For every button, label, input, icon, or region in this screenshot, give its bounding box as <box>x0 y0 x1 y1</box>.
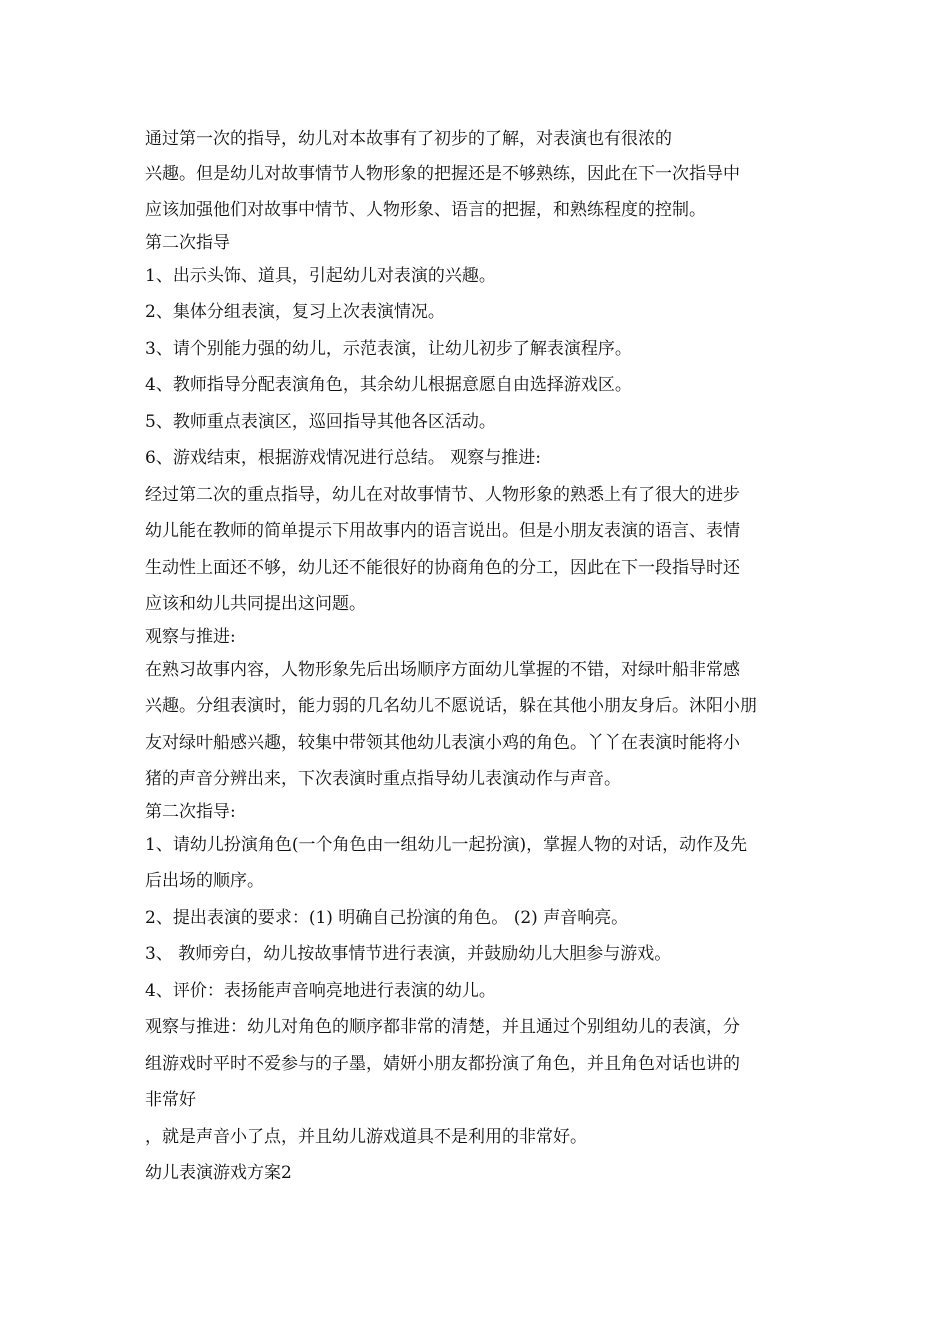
text-line: 应该和幼儿共同提出这问题。 <box>145 594 366 614</box>
text-line: ，就是声音小了点，并且幼儿游戏道具不是利用的非常好。 <box>145 1126 587 1147</box>
text-line: 幼儿能在教师的简单提示下用故事内的语言说出。但是小朋友表演的语言、表情 <box>145 521 740 541</box>
text-line: 猪的声音分辨出来，下次表演时重点指导幼儿表演动作与声音。 <box>145 769 621 789</box>
text-line: 生动性上面还不够，幼儿还不能很好的协商角色的分工，因此在下一段指导时还 <box>145 557 740 578</box>
text-line: 经过第二次的重点指导，幼儿在对故事情节、人物形象的熟悉上有了很大的进步 <box>145 484 740 505</box>
list-item: 1、出示头饰、道具，引起幼儿对表演的兴趣。 <box>145 265 496 286</box>
list-item: 3、请个别能力强的幼儿，示范表演，让幼儿初步了解表演程序。 <box>145 338 632 359</box>
text-line: 非常好 <box>145 1090 196 1110</box>
list-item: 2、提出表演的要求：(1) 明确自己扮演的角色。 (2) 声音响亮。 <box>145 907 629 928</box>
list-item: 6、游戏结束，根据游戏情况进行总结。 观察与推进: <box>145 448 541 468</box>
list-item: 5、教师重点表演区，巡回指导其他各区活动。 <box>145 411 496 432</box>
section-heading: 第二次指导: <box>145 801 236 822</box>
text-line: 应该加强他们对故事中情节、人物形象、语言的把握，和熟练程度的控制。 <box>145 200 706 220</box>
section-heading: 观察与推进: <box>145 626 236 647</box>
text-line: 兴趣。但是幼儿对故事情节人物形象的把握还是不够熟练，因此在下一次指导中 <box>145 163 740 184</box>
text-line: 组游戏时平时不爱参与的子墨，婧妍小朋友都扮演了角色，并且角色对话也讲的 <box>145 1053 740 1074</box>
list-item: 4、教师指导分配表演角色，其余幼儿根据意愿自由选择游戏区。 <box>145 375 632 395</box>
text-line: 友对绿叶船感兴趣，较集中带领其他幼儿表演小鸡的角色。丫丫在表演时能将小 <box>145 732 740 753</box>
list-item: 1、请幼儿扮演角色(一个角色由一组幼儿一起扮演)，掌握人物的对话，动作及先 <box>145 834 748 855</box>
text-line: 后出场的顺序。 <box>145 871 264 891</box>
text-line: 观察与推进：幼儿对角色的顺序都非常的清楚，并且通过个别组幼儿的表演，分 <box>145 1017 740 1037</box>
text-line: 在熟习故事内容，人物形象先后出场顺序方面幼儿掌握的不错，对绿叶船非常感 <box>145 659 740 680</box>
document-body <box>145 123 810 1192</box>
section-heading: 幼儿表演游戏方案2 <box>145 1163 292 1183</box>
text-line: 通过第一次的指导，幼儿对本故事有了初步的了解，对表演也有很浓的 <box>145 129 672 149</box>
list-item: 3、 教师旁白，幼儿按故事情节进行表演，并鼓励幼儿大胆参与游戏。 <box>145 944 672 964</box>
text-line: 兴趣。分组表演时，能力弱的几名幼儿不愿说话，躲在其他小朋友身后。沐阳小朋 <box>145 696 757 716</box>
list-item: 4、评价：表扬能声音响亮地进行表演的幼儿。 <box>145 980 496 1001</box>
section-heading: 第二次指导 <box>145 232 230 253</box>
list-item: 2、集体分组表演，复习上次表演情况。 <box>145 302 445 322</box>
